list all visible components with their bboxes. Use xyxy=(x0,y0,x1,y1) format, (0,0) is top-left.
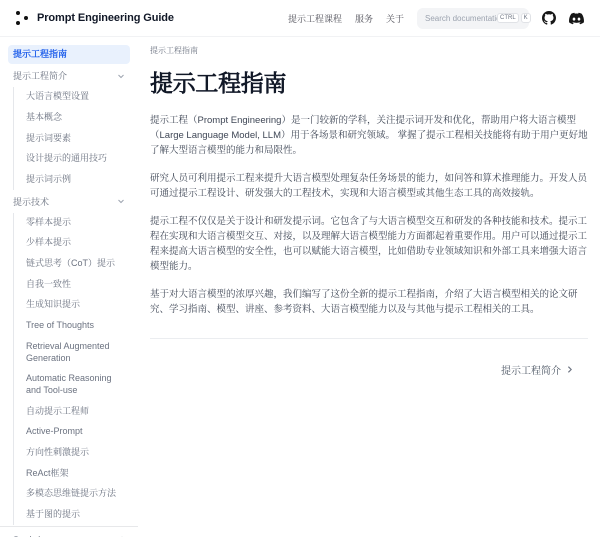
next-page-label: 提示工程简介 xyxy=(501,362,561,377)
brand-home-link[interactable] xyxy=(16,11,174,26)
sidebar-sublist-techniques xyxy=(13,213,130,525)
sidebar-item-self-consistency[interactable]: 自我一致性 xyxy=(23,275,130,295)
chevron-down-icon xyxy=(117,72,125,80)
sidebar-footer xyxy=(0,526,138,537)
sidebar-item-knowledge[interactable]: 生成知识提示 xyxy=(23,295,130,315)
intro-paragraph-4: 基于对大语言模型的浓厚兴趣，我们编写了这份全新的提示工程指南，介绍了大语言模型相关的论文研究、学习指南、模型、讲座、参考资料、大语言模型能力以及与其他与提示工程相关的工具。 xyxy=(150,287,588,317)
sidebar-item-llm-settings[interactable]: 大语言模型设置 xyxy=(23,87,130,107)
nav-link-about[interactable]: 关于 xyxy=(386,12,404,25)
sidebar-item-tot[interactable]: Tree of Thoughts xyxy=(23,316,130,336)
sidebar-item-rag[interactable]: Retrieval Augmented Generation xyxy=(23,337,130,368)
sidebar-item-graph-prompt[interactable]: 基于图的提示 xyxy=(23,505,130,525)
sidebar-section-techniques[interactable] xyxy=(8,191,130,212)
page-title: 提示工程指南 xyxy=(150,65,588,98)
sidebar-item-basics[interactable]: 基本概念 xyxy=(23,108,130,128)
next-page-link[interactable] xyxy=(501,362,574,377)
nav-link-course[interactable]: 提示工程课程 xyxy=(288,12,342,25)
logo-icon xyxy=(16,11,29,26)
ctrl-key-badge: CTRL xyxy=(497,13,519,23)
sidebar-nav xyxy=(0,37,138,526)
sidebar-item-art[interactable]: Automatic Reasoning and Tool-use xyxy=(23,369,130,400)
sidebar-section-intro-label: 提示工程简介 xyxy=(13,69,67,82)
search-shortcut xyxy=(497,13,531,23)
sidebar-section-intro[interactable] xyxy=(8,65,130,86)
breadcrumb: 提示工程指南 xyxy=(150,45,588,56)
github-icon[interactable] xyxy=(542,11,556,25)
intro-paragraph-1: 提示工程（Prompt Engineering）是一门较新的学科，关注提示词开发和优化，帮助用户将大语言模型（Large Language Model, LLM）用于各场景和研究领域。 掌握了提示工程相关技能将有助于用户更好地了解大型语言模型的能力和局限性。 xyxy=(150,113,588,158)
header-right xyxy=(288,8,584,29)
brand-title: Prompt Engineering Guide xyxy=(37,12,174,24)
sidebar-item-elements[interactable]: 提示词要素 xyxy=(23,129,130,149)
sidebar-item-react[interactable]: ReAct框架 xyxy=(23,464,130,484)
intro-paragraph-2: 研究人员可利用提示工程来提升大语言模型处理复杂任务场景的能力，如问答和算术推理能力。开发人员可通过提示工程设计、研发强大的工程技术，实现和大语言模型或其他生态工具的高效接轨。 xyxy=(150,171,588,201)
nav-link-services[interactable]: 服务 xyxy=(355,12,373,25)
pagination xyxy=(150,362,588,377)
sidebar-item-guide-active[interactable]: 提示工程指南 xyxy=(8,45,130,64)
sidebar-item-dsp[interactable]: 方向性刺激提示 xyxy=(23,443,130,463)
sidebar-item-active-prompt[interactable]: Active-Prompt xyxy=(23,422,130,442)
sidebar-sublist-intro xyxy=(13,87,130,189)
search-input[interactable] xyxy=(425,14,497,23)
chevron-down-icon xyxy=(117,197,125,205)
sidebar-item-fewshot[interactable]: 少样本提示 xyxy=(23,233,130,253)
content-divider xyxy=(150,338,588,339)
sidebar xyxy=(0,37,138,537)
sidebar-item-examples[interactable]: 提示词示例 xyxy=(23,170,130,190)
sidebar-item-zeroshot[interactable]: 零样本提示 xyxy=(23,213,130,233)
top-navbar xyxy=(0,0,600,37)
search-box[interactable] xyxy=(417,8,529,29)
sidebar-item-cot[interactable]: 链式思考（CoT）提示 xyxy=(23,254,130,274)
discord-icon[interactable] xyxy=(569,11,584,26)
main-content xyxy=(150,37,588,377)
sidebar-item-ape[interactable]: 自动提示工程师 xyxy=(23,402,130,422)
sidebar-item-general-tips[interactable]: 设计提示的通用技巧 xyxy=(23,149,130,169)
intro-paragraph-3: 提示工程不仅仅是关于设计和研发提示词。它包含了与大语言模型交互和研发的各种技能和技术。提示工程在实现和大语言模型交互、对接，以及理解大语言模型能力方面都起着重要作用。用户可以通过提示工程来提高大语言模型的安全性，也可以赋能大语言模型，比如借助专业领域知识和外部工具来增强大语言模型能力。 xyxy=(150,214,588,274)
sidebar-item-multimodal-cot[interactable]: 多模态思维链提示方法 xyxy=(23,484,130,504)
sidebar-section-techniques-label: 提示技术 xyxy=(13,195,49,208)
k-key-badge: K xyxy=(521,13,531,23)
chevron-right-icon xyxy=(565,365,574,374)
